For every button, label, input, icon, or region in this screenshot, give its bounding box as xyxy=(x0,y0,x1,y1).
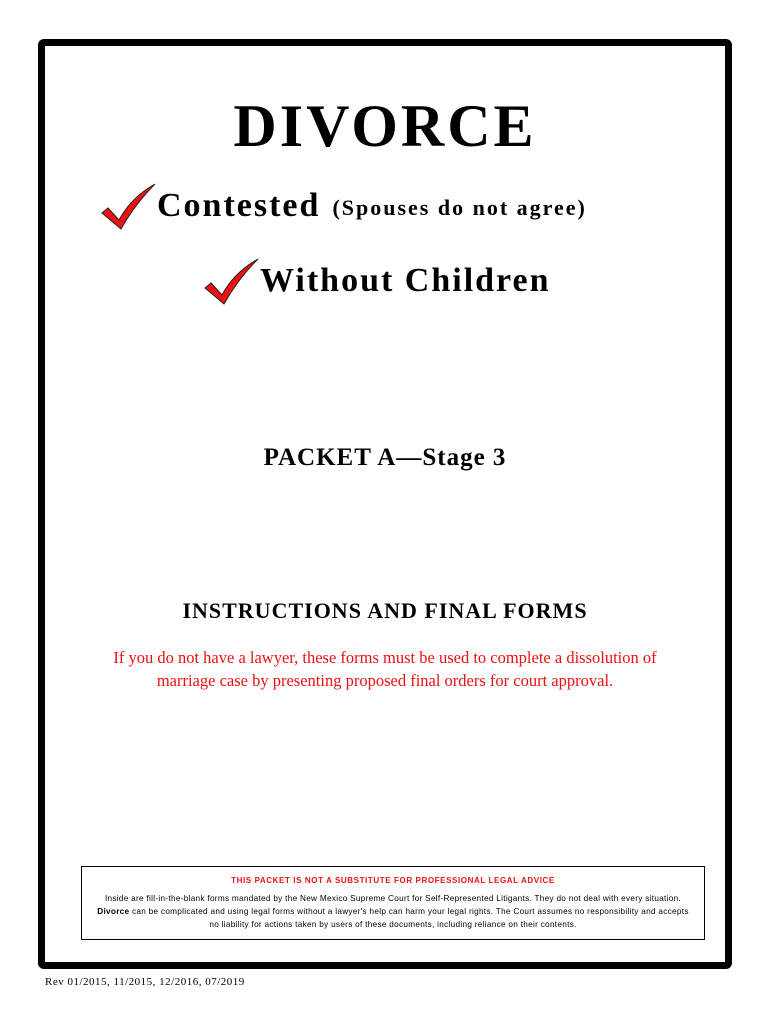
disclaimer-box xyxy=(81,866,705,940)
checkmark-icon xyxy=(99,183,157,233)
checkmark-icon xyxy=(202,258,260,308)
disclaimer-text-after: can be complicated and using legal forms without a lawyer's help can harm your legal rights. The Court assumes no responsibility and accepts no liability for actions taken by users of these documents, including reliance on their contents. xyxy=(129,907,689,929)
check-item-note: (Spouses do not agree) xyxy=(332,195,587,220)
instructions-heading: INSTRUCTIONS AND FINAL FORMS xyxy=(182,598,588,623)
document-title: DIVORCE xyxy=(233,93,537,159)
disclaimer-bold-word: Divorce xyxy=(97,907,130,916)
disclaimer-title: THIS PACKET IS NOT A SUBSTITUTE FOR PROFESSIONAL LEGAL ADVICE xyxy=(231,876,555,885)
document-frame xyxy=(38,39,732,969)
revision-note: Rev 01/2015, 11/2015, 12/2016, 07/2019 xyxy=(45,976,245,988)
packet-label: PACKET A—Stage 3 xyxy=(263,444,507,471)
check-item-label: Without Children xyxy=(260,262,551,299)
disclaimer-text-before: Inside are fill-in-the-blank forms mandated by the New Mexico Supreme Court for Self-Represented Litigants. They do not deal with every situation. xyxy=(104,894,682,903)
check-item-without-children xyxy=(202,258,551,308)
check-item-contested xyxy=(99,183,587,233)
red-notice: If you do not have a lawyer, these forms must be used to complete a dissolution of marriage case by presenting proposed final orders for court approval. xyxy=(113,648,657,690)
disclaimer-body xyxy=(92,892,694,931)
check-item-label: Contested xyxy=(157,187,321,224)
